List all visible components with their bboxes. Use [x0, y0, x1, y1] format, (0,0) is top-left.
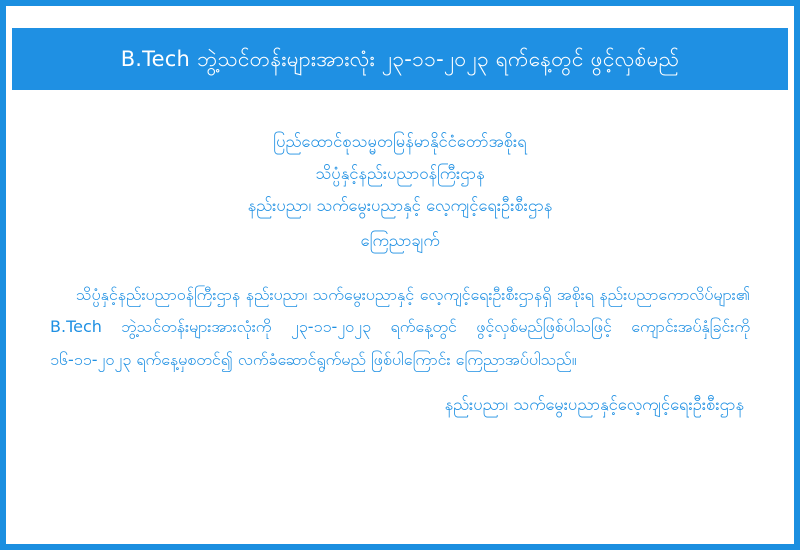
- header-line-department: နည်းပညာ၊ သက်မွေးပညာနှင့် လေ့ကျင့်ရေးဦးစီးဌာန: [247, 196, 553, 216]
- header-block: [50, 126, 750, 257]
- announcement-body: [12, 102, 788, 538]
- header-line-announcement: ကြေညာချက်: [360, 230, 440, 250]
- header-line-government: ပြည်ထောင်စုသမ္မတမြန်မာနိုင်ငံတော်အစိုးရ: [273, 132, 527, 151]
- banner: [12, 28, 788, 90]
- signature-department: နည်းပညာ၊ သက်မွေးပညာနှင့်လေ့ကျင့်ရေးဦးစီးဌာန: [444, 395, 744, 415]
- banner-title: B.Tech ဘွဲ့သင်တန်းများအားလုံး ၂၃-၁၁-၂၀၂၃ ရက်နေ့တွင် ဖွင့်လှစ်မည်: [120, 46, 680, 71]
- paragraph-text: သိပ္ပံနှင့်နည်းပညာဝန်ကြီးဌာန နည်းပညာ၊ သက်မွေးပညာနှင့် လေ့ကျင့်ရေးဦးစီးဌာနရှိ အစိုးရ နည်းပညာကောလိပ်များ၏ B.Tech ဘွဲ့သင်တန်းများအားလုံးကို ၂၃-၁၁-၂၀၂၃ ရက်နေ့တွင် ဖွင့်လှစ်မည်ဖြစ်ပါသဖြင့် ကျောင်းအပ်နှံခြင်းကို ၁၆-၁၁-၂၀၂၃ ရက်နေ့မှစတင်၍ လက်ခံဆောင်ရွက်မည် ဖြစ်ပါကြောင်း ကြေညာအပ်ပါသည်။: [50, 284, 750, 370]
- announcement-paragraph: [50, 279, 750, 377]
- header-line-ministry: သိပ္ပံနှင့်နည်းပညာဝန်ကြီးဌာန: [315, 164, 485, 184]
